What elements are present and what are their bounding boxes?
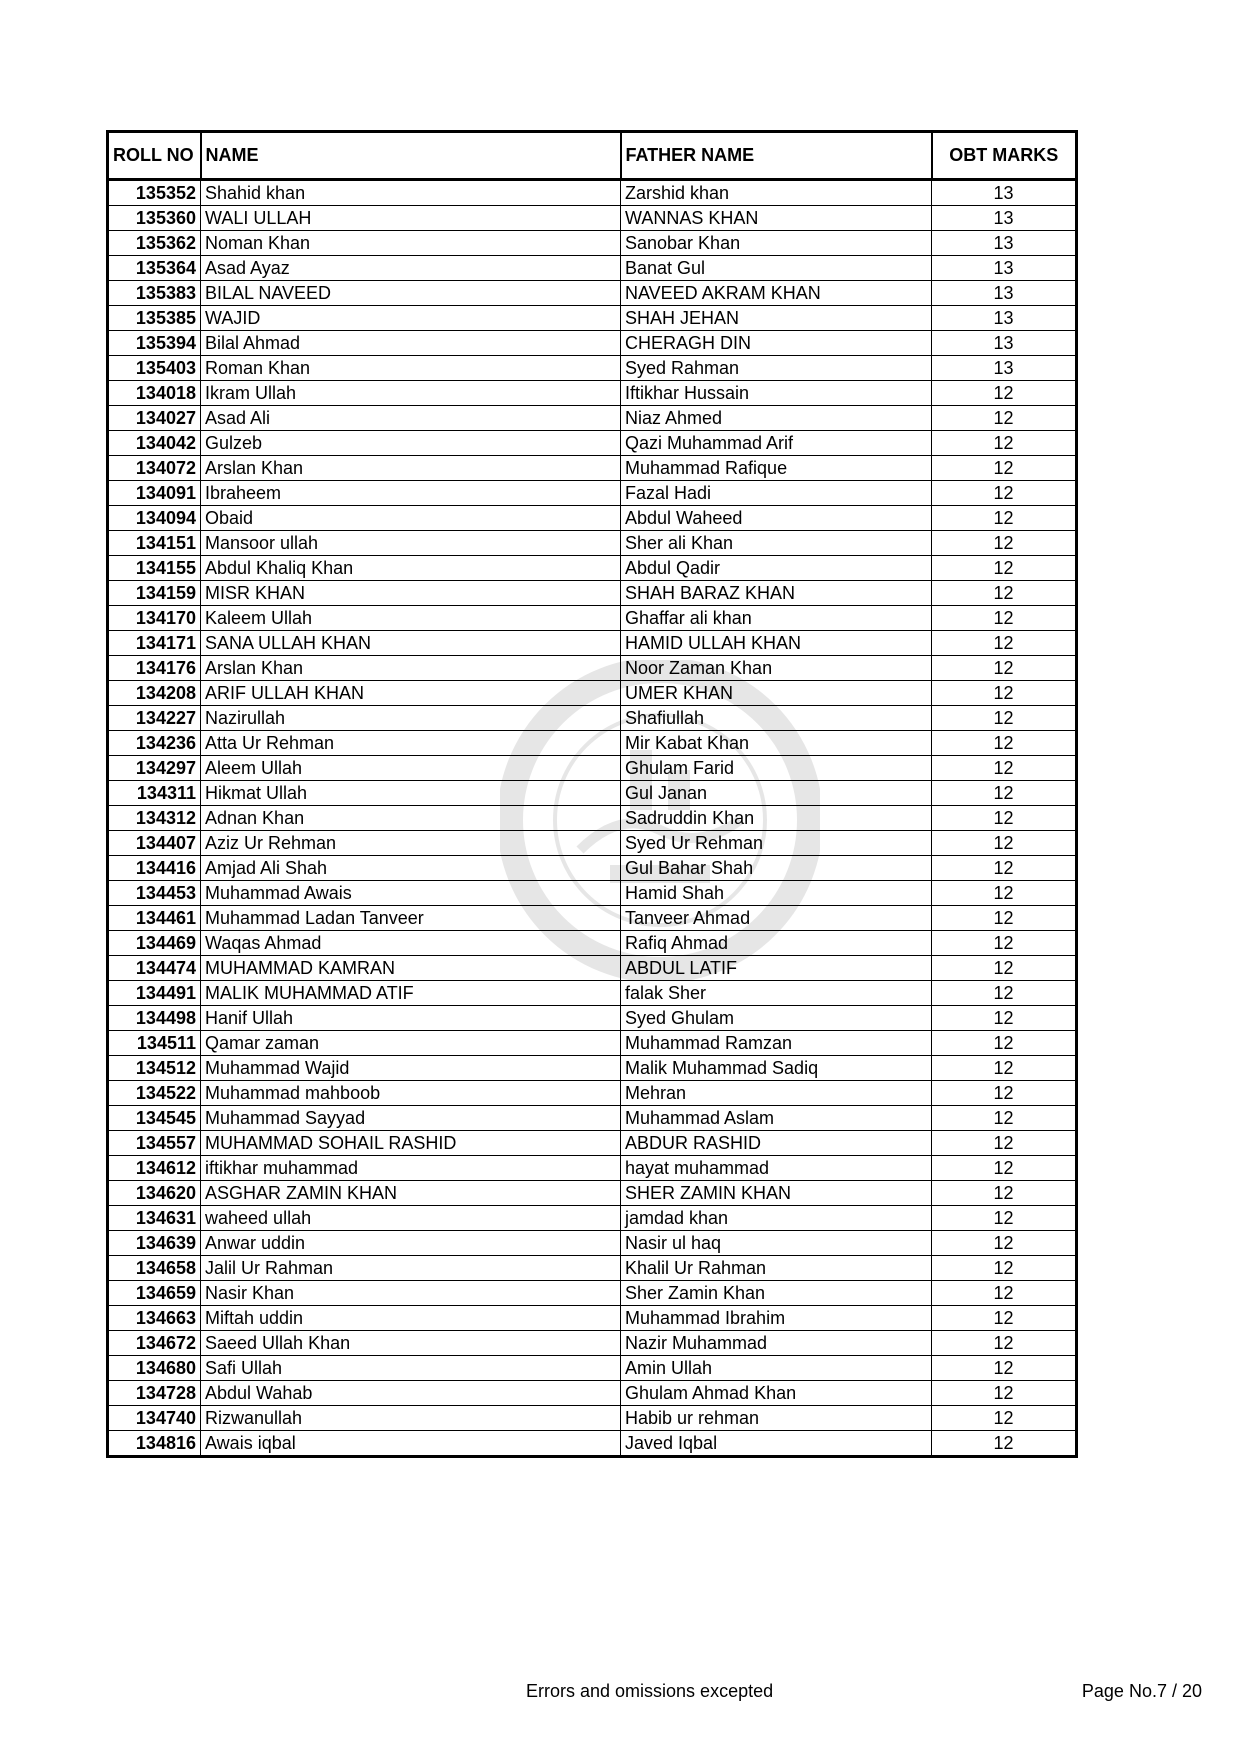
cell-roll-no: 134612 [108, 1156, 201, 1181]
table-row [108, 1306, 1077, 1331]
cell-obt-marks: 12 [932, 1156, 1077, 1181]
cell-obt-marks: 12 [932, 831, 1077, 856]
cell-name: Miftah uddin [201, 1306, 621, 1331]
cell-roll-no: 134620 [108, 1181, 201, 1206]
cell-roll-no: 134208 [108, 681, 201, 706]
table-row [108, 1031, 1077, 1056]
cell-name: waheed ullah [201, 1206, 621, 1231]
cell-father-name: Syed Ur Rehman [621, 831, 932, 856]
cell-father-name: Sher Zamin Khan [621, 1281, 932, 1306]
cell-name: Waqas Ahmad [201, 931, 621, 956]
table-row [108, 281, 1077, 306]
cell-father-name: Nazir Muhammad [621, 1331, 932, 1356]
cell-obt-marks: 12 [932, 756, 1077, 781]
cell-father-name: CHERAGH DIN [621, 331, 932, 356]
header-name: NAME [201, 132, 621, 180]
table-row [108, 1356, 1077, 1381]
table-row [108, 1256, 1077, 1281]
table-row [108, 1206, 1077, 1231]
cell-father-name: Syed Ghulam [621, 1006, 932, 1031]
cell-father-name: Malik Muhammad Sadiq [621, 1056, 932, 1081]
cell-obt-marks: 12 [932, 1231, 1077, 1256]
table-row [108, 356, 1077, 381]
cell-roll-no: 134018 [108, 381, 201, 406]
cell-roll-no: 134659 [108, 1281, 201, 1306]
cell-name: Bilal Ahmad [201, 331, 621, 356]
cell-roll-no: 134469 [108, 931, 201, 956]
cell-father-name: Sher ali Khan [621, 531, 932, 556]
cell-roll-no: 134511 [108, 1031, 201, 1056]
cell-father-name: SHER ZAMIN KHAN [621, 1181, 932, 1206]
cell-name: Saeed Ullah Khan [201, 1331, 621, 1356]
cell-name: Muhammad Ladan Tanveer [201, 906, 621, 931]
table-row [108, 180, 1077, 206]
table-row [108, 731, 1077, 756]
cell-name: MUHAMMAD KAMRAN [201, 956, 621, 981]
cell-name: Ikram Ullah [201, 381, 621, 406]
table-row [108, 1281, 1077, 1306]
table-row [108, 256, 1077, 281]
cell-father-name: Abdul Qadir [621, 556, 932, 581]
cell-roll-no: 134091 [108, 481, 201, 506]
cell-obt-marks: 12 [932, 1356, 1077, 1381]
cell-obt-marks: 12 [932, 1181, 1077, 1206]
cell-father-name: Muhammad Ibrahim [621, 1306, 932, 1331]
cell-obt-marks: 12 [932, 556, 1077, 581]
cell-name: Abdul Wahab [201, 1381, 621, 1406]
cell-father-name: hayat muhammad [621, 1156, 932, 1181]
cell-father-name: Muhammad Ramzan [621, 1031, 932, 1056]
cell-obt-marks: 12 [932, 431, 1077, 456]
cell-name: Muhammad Sayyad [201, 1106, 621, 1131]
cell-obt-marks: 12 [932, 781, 1077, 806]
table-header-row [108, 132, 1077, 180]
cell-obt-marks: 12 [932, 406, 1077, 431]
cell-name: Arslan Khan [201, 456, 621, 481]
cell-father-name: Javed Iqbal [621, 1431, 932, 1457]
cell-father-name: falak Sher [621, 981, 932, 1006]
cell-obt-marks: 12 [932, 731, 1077, 756]
cell-name: Atta Ur Rehman [201, 731, 621, 756]
cell-roll-no: 134151 [108, 531, 201, 556]
cell-father-name: Sadruddin Khan [621, 806, 932, 831]
cell-roll-no: 134407 [108, 831, 201, 856]
cell-roll-no: 134512 [108, 1056, 201, 1081]
table-row [108, 456, 1077, 481]
cell-obt-marks: 13 [932, 306, 1077, 331]
cell-obt-marks: 12 [932, 631, 1077, 656]
cell-father-name: Muhammad Aslam [621, 1106, 932, 1131]
table-row [108, 631, 1077, 656]
footer-note: Errors and omissions excepted [526, 1681, 774, 1701]
cell-roll-no: 134072 [108, 456, 201, 481]
cell-roll-no: 134491 [108, 981, 201, 1006]
cell-obt-marks: 12 [932, 1281, 1077, 1306]
cell-father-name: SHAH JEHAN [621, 306, 932, 331]
cell-roll-no: 134176 [108, 656, 201, 681]
cell-father-name: Amin Ullah [621, 1356, 932, 1381]
cell-obt-marks: 13 [932, 180, 1077, 206]
cell-name: Ibraheem [201, 481, 621, 506]
cell-father-name: NAVEED AKRAM KHAN [621, 281, 932, 306]
cell-father-name: Mir Kabat Khan [621, 731, 932, 756]
cell-name: Qamar zaman [201, 1031, 621, 1056]
table-row [108, 556, 1077, 581]
cell-father-name: Muhammad Rafique [621, 456, 932, 481]
cell-roll-no: 134631 [108, 1206, 201, 1231]
cell-name: Aleem Ullah [201, 756, 621, 781]
cell-obt-marks: 12 [932, 1331, 1077, 1356]
cell-obt-marks: 13 [932, 231, 1077, 256]
cell-father-name: UMER KHAN [621, 681, 932, 706]
cell-obt-marks: 12 [932, 1406, 1077, 1431]
cell-name: Hikmat Ullah [201, 781, 621, 806]
cell-name: Noman Khan [201, 231, 621, 256]
cell-obt-marks: 12 [932, 1131, 1077, 1156]
cell-name: Gulzeb [201, 431, 621, 456]
cell-roll-no: 134227 [108, 706, 201, 731]
cell-obt-marks: 12 [932, 1206, 1077, 1231]
cell-name: MUHAMMAD SOHAIL RASHID [201, 1131, 621, 1156]
cell-obt-marks: 13 [932, 331, 1077, 356]
page-number: Page No.7 / 20 [1081, 1681, 1202, 1701]
table-row [108, 531, 1077, 556]
cell-roll-no: 134545 [108, 1106, 201, 1131]
cell-roll-no: 134461 [108, 906, 201, 931]
cell-obt-marks: 12 [932, 681, 1077, 706]
cell-father-name: Banat Gul [621, 256, 932, 281]
table-row [108, 881, 1077, 906]
table-row [108, 1106, 1077, 1131]
table-row [108, 1081, 1077, 1106]
results-table [106, 130, 1078, 1458]
cell-roll-no: 134672 [108, 1331, 201, 1356]
table-row [108, 1406, 1077, 1431]
cell-father-name: Iftikhar Hussain [621, 381, 932, 406]
cell-name: ARIF ULLAH KHAN [201, 681, 621, 706]
cell-father-name: Gul Janan [621, 781, 932, 806]
cell-father-name: Nasir ul haq [621, 1231, 932, 1256]
cell-father-name: Sanobar Khan [621, 231, 932, 256]
cell-roll-no: 134680 [108, 1356, 201, 1381]
table-row [108, 1381, 1077, 1406]
cell-father-name: Khalil Ur Rahman [621, 1256, 932, 1281]
cell-name: WAJID [201, 306, 621, 331]
cell-obt-marks: 12 [932, 1381, 1077, 1406]
table-row [108, 981, 1077, 1006]
cell-obt-marks: 13 [932, 281, 1077, 306]
cell-name: Muhammad mahboob [201, 1081, 621, 1106]
cell-name: Obaid [201, 506, 621, 531]
table-row [108, 931, 1077, 956]
cell-obt-marks: 13 [932, 206, 1077, 231]
cell-obt-marks: 12 [932, 1056, 1077, 1081]
cell-father-name: Gul Bahar Shah [621, 856, 932, 881]
table-row [108, 581, 1077, 606]
cell-father-name: Zarshid khan [621, 180, 932, 206]
cell-roll-no: 134816 [108, 1431, 201, 1457]
cell-roll-no: 134171 [108, 631, 201, 656]
cell-obt-marks: 12 [932, 656, 1077, 681]
table-row [108, 481, 1077, 506]
table-body [108, 180, 1077, 1457]
table-row [108, 431, 1077, 456]
cell-father-name: ABDUR RASHID [621, 1131, 932, 1156]
cell-father-name: Shafiullah [621, 706, 932, 731]
cell-roll-no: 134027 [108, 406, 201, 431]
cell-name: Muhammad Wajid [201, 1056, 621, 1081]
header-obt-marks: OBT MARKS [932, 132, 1077, 180]
cell-name: SANA ULLAH KHAN [201, 631, 621, 656]
cell-roll-no: 134522 [108, 1081, 201, 1106]
cell-father-name: jamdad khan [621, 1206, 932, 1231]
cell-father-name: Ghulam Ahmad Khan [621, 1381, 932, 1406]
cell-roll-no: 135385 [108, 306, 201, 331]
cell-obt-marks: 12 [932, 531, 1077, 556]
cell-obt-marks: 12 [932, 1256, 1077, 1281]
cell-father-name: Niaz Ahmed [621, 406, 932, 431]
table-row [108, 1156, 1077, 1181]
table-row [108, 906, 1077, 931]
table-row [108, 706, 1077, 731]
cell-obt-marks: 12 [932, 481, 1077, 506]
cell-name: Shahid khan [201, 180, 621, 206]
cell-obt-marks: 12 [932, 931, 1077, 956]
cell-obt-marks: 13 [932, 256, 1077, 281]
header-father-name: FATHER NAME [621, 132, 932, 180]
cell-name: Amjad Ali Shah [201, 856, 621, 881]
cell-roll-no: 135352 [108, 180, 201, 206]
table-row [108, 606, 1077, 631]
table-row [108, 781, 1077, 806]
table-row [108, 1131, 1077, 1156]
cell-name: MALIK MUHAMMAD ATIF [201, 981, 621, 1006]
cell-roll-no: 134557 [108, 1131, 201, 1156]
cell-roll-no: 135360 [108, 206, 201, 231]
cell-obt-marks: 12 [932, 1106, 1077, 1131]
table-row [108, 381, 1077, 406]
cell-obt-marks: 12 [932, 381, 1077, 406]
cell-obt-marks: 12 [932, 706, 1077, 731]
cell-roll-no: 135362 [108, 231, 201, 256]
table-row [108, 206, 1077, 231]
cell-father-name: Ghulam Farid [621, 756, 932, 781]
cell-roll-no: 134042 [108, 431, 201, 456]
cell-name: Awais iqbal [201, 1431, 621, 1457]
cell-roll-no: 134639 [108, 1231, 201, 1256]
cell-father-name: Fazal Hadi [621, 481, 932, 506]
cell-roll-no: 134094 [108, 506, 201, 531]
cell-father-name: WANNAS KHAN [621, 206, 932, 231]
cell-roll-no: 134453 [108, 881, 201, 906]
cell-name: MISR KHAN [201, 581, 621, 606]
cell-name: Jalil Ur Rahman [201, 1256, 621, 1281]
cell-obt-marks: 12 [932, 606, 1077, 631]
cell-name: BILAL NAVEED [201, 281, 621, 306]
cell-obt-marks: 12 [932, 856, 1077, 881]
table-row [108, 1006, 1077, 1031]
table-row [108, 1181, 1077, 1206]
cell-name: Asad Ayaz [201, 256, 621, 281]
cell-roll-no: 134236 [108, 731, 201, 756]
table-row [108, 856, 1077, 881]
header-roll-no: ROLL NO [108, 132, 201, 180]
cell-father-name: SHAH BARAZ KHAN [621, 581, 932, 606]
cell-roll-no: 134311 [108, 781, 201, 806]
table-row [108, 681, 1077, 706]
cell-roll-no: 134416 [108, 856, 201, 881]
cell-roll-no: 135403 [108, 356, 201, 381]
cell-father-name: Abdul Waheed [621, 506, 932, 531]
cell-roll-no: 134728 [108, 1381, 201, 1406]
cell-roll-no: 134159 [108, 581, 201, 606]
cell-name: Arslan Khan [201, 656, 621, 681]
cell-father-name: Tanveer Ahmad [621, 906, 932, 931]
cell-father-name: HAMID ULLAH KHAN [621, 631, 932, 656]
cell-roll-no: 134658 [108, 1256, 201, 1281]
cell-roll-no: 134312 [108, 806, 201, 831]
table-row [108, 756, 1077, 781]
table-row [108, 406, 1077, 431]
cell-obt-marks: 12 [932, 506, 1077, 531]
cell-roll-no: 134663 [108, 1306, 201, 1331]
cell-obt-marks: 12 [932, 806, 1077, 831]
cell-name: Hanif Ullah [201, 1006, 621, 1031]
cell-obt-marks: 12 [932, 1306, 1077, 1331]
cell-roll-no: 134155 [108, 556, 201, 581]
cell-roll-no: 135383 [108, 281, 201, 306]
cell-name: Roman Khan [201, 356, 621, 381]
cell-roll-no: 134170 [108, 606, 201, 631]
table-row [108, 306, 1077, 331]
cell-name: Rizwanullah [201, 1406, 621, 1431]
table-row [108, 231, 1077, 256]
cell-roll-no: 135394 [108, 331, 201, 356]
cell-obt-marks: 12 [932, 881, 1077, 906]
cell-roll-no: 134297 [108, 756, 201, 781]
cell-name: Asad Ali [201, 406, 621, 431]
table-row [108, 1331, 1077, 1356]
cell-name: Kaleem Ullah [201, 606, 621, 631]
cell-obt-marks: 12 [932, 956, 1077, 981]
cell-name: Muhammad Awais [201, 881, 621, 906]
cell-obt-marks: 12 [932, 1431, 1077, 1457]
cell-roll-no: 134740 [108, 1406, 201, 1431]
cell-obt-marks: 12 [932, 981, 1077, 1006]
cell-obt-marks: 12 [932, 1031, 1077, 1056]
cell-father-name: Noor Zaman Khan [621, 656, 932, 681]
cell-name: ASGHAR ZAMIN KHAN [201, 1181, 621, 1206]
cell-father-name: Qazi Muhammad Arif [621, 431, 932, 456]
table-row [108, 1431, 1077, 1457]
table-row [108, 956, 1077, 981]
cell-name: Abdul Khaliq Khan [201, 556, 621, 581]
cell-name: Nasir Khan [201, 1281, 621, 1306]
table-row [108, 806, 1077, 831]
table-row [108, 506, 1077, 531]
cell-obt-marks: 12 [932, 1081, 1077, 1106]
cell-father-name: Ghaffar ali khan [621, 606, 932, 631]
cell-name: Mansoor ullah [201, 531, 621, 556]
table-row [108, 1056, 1077, 1081]
cell-name: Anwar uddin [201, 1231, 621, 1256]
cell-obt-marks: 12 [932, 456, 1077, 481]
cell-name: Safi Ullah [201, 1356, 621, 1381]
cell-name: Nazirullah [201, 706, 621, 731]
table-row [108, 1231, 1077, 1256]
cell-name: iftikhar muhammad [201, 1156, 621, 1181]
cell-name: WALI ULLAH [201, 206, 621, 231]
cell-name: Adnan Khan [201, 806, 621, 831]
table-row [108, 331, 1077, 356]
cell-name: Aziz Ur Rehman [201, 831, 621, 856]
cell-obt-marks: 13 [932, 356, 1077, 381]
cell-roll-no: 135364 [108, 256, 201, 281]
cell-father-name: Syed Rahman [621, 356, 932, 381]
cell-obt-marks: 12 [932, 1006, 1077, 1031]
cell-father-name: Hamid Shah [621, 881, 932, 906]
cell-obt-marks: 12 [932, 906, 1077, 931]
cell-father-name: ABDUL LATIF [621, 956, 932, 981]
table-row [108, 831, 1077, 856]
cell-roll-no: 134498 [108, 1006, 201, 1031]
cell-father-name: Mehran [621, 1081, 932, 1106]
cell-father-name: Rafiq Ahmad [621, 931, 932, 956]
table-row [108, 656, 1077, 681]
cell-roll-no: 134474 [108, 956, 201, 981]
cell-father-name: Habib ur rehman [621, 1406, 932, 1431]
cell-obt-marks: 12 [932, 581, 1077, 606]
